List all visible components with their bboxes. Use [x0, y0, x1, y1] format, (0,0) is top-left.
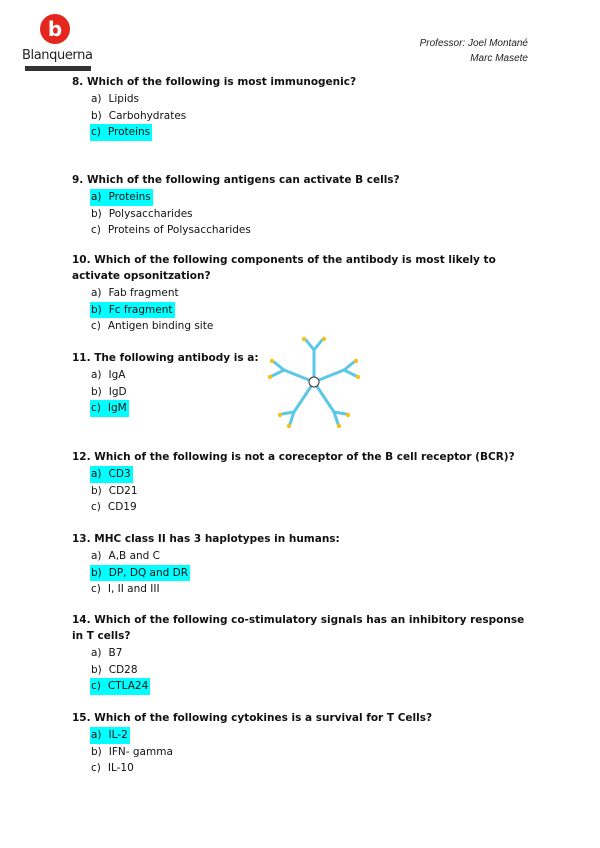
answer-option — [90, 744, 532, 761]
option-letter: a) — [91, 647, 102, 659]
option-text: Carbohydrates — [108, 109, 187, 122]
answer-options — [90, 91, 532, 141]
answer-option — [90, 285, 532, 302]
option-letter: b) — [91, 745, 102, 758]
answer-option — [90, 124, 532, 141]
correct-answer-highlight — [90, 189, 153, 206]
option-letter: c) — [91, 501, 101, 513]
question-9 — [72, 172, 532, 239]
correct-answer-highlight — [90, 302, 175, 319]
answer-options — [90, 285, 532, 335]
answer-options — [90, 189, 532, 239]
question-title: 10. Which of the following components of the antibody is most likely to activate opsonitzation? — [72, 254, 496, 282]
option-letter: b) — [91, 663, 102, 676]
answer-option — [90, 548, 532, 565]
option-text: A,B and C — [108, 550, 161, 562]
answer-option-content — [90, 222, 253, 239]
answer-option-content — [90, 744, 175, 761]
question-title: 13. MHC class II has 3 haplotypes in humans: — [72, 533, 340, 545]
answer-options — [90, 466, 532, 516]
option-letter: c) — [91, 762, 101, 774]
option-text: Antigen binding site — [107, 320, 214, 332]
answer-option — [90, 483, 532, 500]
option-text: IL-10 — [107, 762, 134, 774]
answer-option — [90, 206, 532, 223]
option-text: CTLA24 — [107, 680, 149, 692]
answer-option — [90, 318, 532, 335]
option-letter: a) — [91, 191, 102, 203]
option-letter: a) — [91, 729, 102, 741]
answer-option-content — [90, 499, 139, 516]
answer-option — [90, 91, 532, 108]
option-letter: b) — [91, 566, 102, 579]
option-letter: a) — [91, 468, 102, 480]
option-letter: c) — [91, 224, 101, 236]
answer-option-content — [90, 760, 136, 777]
answer-option-content — [90, 108, 188, 125]
answer-option — [90, 189, 532, 206]
answer-options — [90, 727, 532, 777]
question-title: 9. Which of the following antigens can activate B cells? — [72, 174, 400, 186]
correct-answer-highlight — [90, 565, 190, 582]
option-letter: c) — [91, 680, 101, 692]
option-letter: a) — [91, 287, 102, 299]
question-title: 14. Which of the following co-stimulatory signals has an inhibitory response in T cells? — [72, 614, 525, 642]
answer-option-content — [90, 318, 215, 335]
correct-answer-highlight — [90, 678, 150, 695]
igm-pentamer-illustration — [268, 336, 360, 428]
option-letter: b) — [91, 484, 102, 497]
question-10 — [72, 252, 532, 335]
option-text: Fab fragment — [108, 287, 179, 299]
answer-option-content — [90, 645, 124, 662]
question-title: 15. Which of the following cytokines is a survival for T Cells? — [72, 712, 433, 724]
question-8 — [72, 74, 532, 141]
option-text: IFN- gamma — [108, 745, 173, 758]
option-text: Lipids — [108, 93, 140, 105]
answer-options — [90, 548, 532, 598]
option-text: IgD — [108, 385, 127, 398]
option-letter: a) — [91, 93, 102, 105]
answer-option-content — [90, 548, 162, 565]
correct-answer-highlight — [90, 400, 129, 417]
answer-option-content — [90, 285, 181, 302]
option-text: Polysaccharides — [108, 207, 193, 220]
option-letter: c) — [91, 402, 101, 414]
option-letter: c) — [91, 126, 101, 138]
answer-option-content — [90, 384, 129, 401]
answer-option — [90, 645, 532, 662]
question-12 — [72, 449, 532, 516]
option-text: Proteins — [108, 191, 151, 203]
professor-block — [420, 36, 528, 66]
answer-option — [90, 222, 532, 239]
answer-option-content — [90, 581, 162, 598]
logo-letter: b — [47, 17, 63, 41]
answer-option — [90, 108, 532, 125]
question-title: 11. The following antibody is a: — [72, 352, 259, 364]
question-13 — [72, 531, 532, 598]
answer-option — [90, 662, 532, 679]
option-text: IgM — [107, 402, 127, 414]
answer-option-content — [90, 367, 127, 384]
question-14 — [72, 612, 532, 695]
option-text: Proteins — [107, 126, 151, 138]
correct-answer-highlight — [90, 727, 130, 744]
answer-option — [90, 678, 532, 695]
option-text: B7 — [108, 647, 123, 659]
option-text: CD28 — [108, 663, 138, 676]
option-text: I, II and III — [107, 583, 160, 595]
professor-line-1: Professor: Joel Montané — [419, 38, 528, 49]
option-text: IgA — [108, 369, 126, 381]
answer-option — [90, 727, 532, 744]
option-text: CD19 — [107, 501, 137, 513]
logo-name: Blanquerna — [22, 48, 93, 63]
answer-option — [90, 760, 532, 777]
logo-tagline-bar — [25, 66, 91, 71]
option-letter: b) — [91, 303, 102, 316]
question-15 — [72, 710, 532, 777]
answer-option — [90, 565, 532, 582]
option-letter: c) — [91, 583, 101, 595]
blanquerna-logo — [22, 14, 94, 70]
option-letter: a) — [91, 550, 102, 562]
question-title: 12. Which of the following is not a coreceptor of the B cell receptor (BCR)? — [72, 451, 515, 463]
option-text: Fc fragment — [108, 303, 173, 316]
option-text: IL-2 — [108, 729, 128, 741]
answer-option-content — [90, 206, 195, 223]
answer-option — [90, 581, 532, 598]
answer-option-content — [90, 662, 140, 679]
professor-line-2: Marc Masete — [470, 53, 528, 64]
answer-option-content — [90, 91, 141, 108]
option-letter: c) — [91, 320, 101, 332]
option-letter: b) — [91, 109, 102, 122]
correct-answer-highlight — [90, 124, 152, 141]
option-text: CD3 — [108, 468, 131, 480]
option-text: DP, DQ and DR — [108, 566, 189, 579]
answer-options — [90, 645, 532, 695]
option-text: CD21 — [108, 484, 138, 497]
option-letter: b) — [91, 385, 102, 398]
option-letter: a) — [91, 369, 102, 381]
answer-option-content — [90, 483, 140, 500]
option-text: Proteins of Polysaccharides — [107, 224, 251, 236]
question-title: 8. Which of the following is most immunogenic? — [72, 76, 357, 88]
answer-option — [90, 499, 532, 516]
answer-option — [90, 302, 532, 319]
answer-option — [90, 466, 532, 483]
correct-answer-highlight — [90, 466, 133, 483]
option-letter: b) — [91, 207, 102, 220]
